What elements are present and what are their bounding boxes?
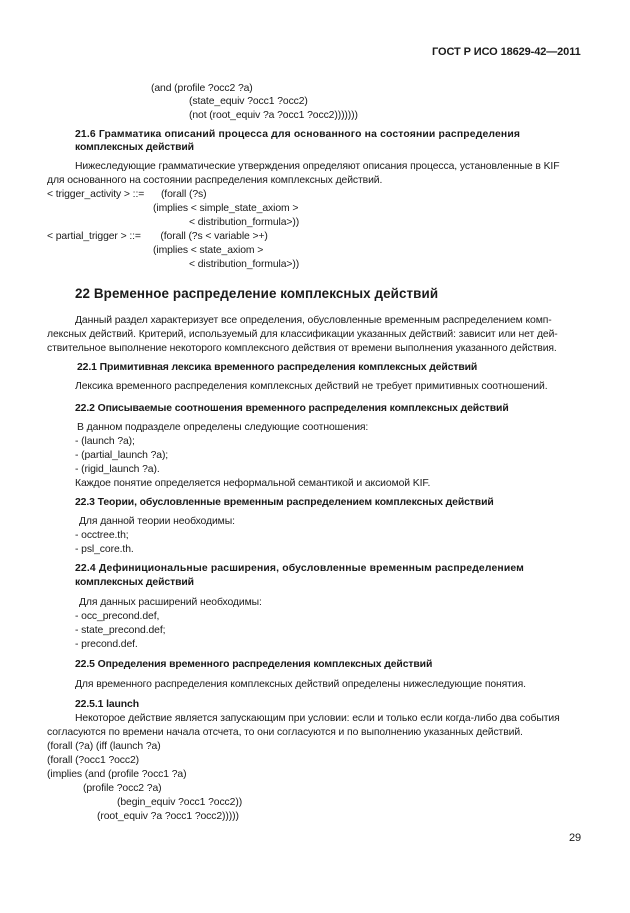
page-number: 29 (569, 832, 582, 844)
paragraph-line: Нижеследующие грамматические утверждения определяют описания процесса, установленные в KIF (75, 161, 560, 172)
paragraph-line: Для временного распределения комплексных действий определены нижеследующие понятия. (75, 679, 526, 690)
grammar-line: (implies < simple_state_axiom > (153, 203, 299, 214)
code-line: (implies (and (profile ?occ1 ?a) (47, 769, 187, 780)
section-heading: 22.3 Теории, обусловленные временным распределением комплексных действий (75, 497, 494, 508)
list-item: - occ_precond.def, (75, 611, 160, 622)
list-item: - occtree.th; (75, 530, 129, 541)
standard-header: ГОСТ Р ИСО 18629-42—2011 (432, 46, 581, 58)
grammar-line: (implies < state_axiom > (153, 245, 264, 256)
section-heading-cont: комплексных действий (75, 142, 194, 153)
list-item: - precond.def. (75, 639, 138, 650)
section-heading: 22.1 Примитивная лексика временного распределения комплексных действий (77, 362, 478, 373)
list-item: - (launch ?a); (75, 436, 135, 447)
paragraph-line: для основанного на состоянии распределения комплексных действий. (47, 175, 383, 186)
code-line: (profile ?occ2 ?a) (83, 783, 162, 794)
grammar-line: < trigger_activity > ::= (forall (?s) (47, 189, 207, 200)
code-line: (and (profile ?occ2 ?a) (151, 83, 253, 94)
code-line: (forall (?occ1 ?occ2) (47, 755, 140, 766)
list-item: - psl_core.th. (75, 544, 134, 555)
list-item: - state_precond.def; (75, 625, 166, 636)
grammar-line: < partial_trigger > ::= (forall (?s < variable >+) (47, 231, 268, 242)
section-heading: 21.6 Грамматика описаний процесса для основанного на состоянии распределения (75, 129, 521, 140)
section-heading: 22.4 Дефинициональные расширения, обусловленные временным распределением (75, 563, 524, 574)
paragraph-line: Данный раздел характеризует все определения, обусловленные временным распределением комп- (75, 315, 552, 326)
grammar-line: < distribution_formula>)) (189, 259, 300, 270)
section-heading: 22.5 Определения временного распределения комплексных действий (75, 659, 433, 670)
list-item: - (rigid_launch ?a). (75, 464, 160, 475)
section-heading: 22.2 Описываемые соотношения временного распределения комплексных действий (75, 403, 509, 414)
code-line: (state_equiv ?occ1 ?occ2) (189, 96, 308, 107)
section-heading-cont: комплексных действий (75, 577, 194, 588)
paragraph-line: Для данных расширений необходимы: (79, 597, 262, 608)
paragraph-line: ствительное выполнение некоторого комплексного действия от времени выполнения указанного действия. (47, 343, 557, 354)
section-title: 22 Временное распределение комплексных действий (75, 286, 439, 301)
paragraph-line: лексных действий. Критерий, используемый для классификации указанных действий: зависит или нет дей- (47, 329, 558, 340)
list-item: - (partial_launch ?a); (75, 450, 169, 461)
code-line: (begin_equiv ?occ1 ?occ2)) (117, 797, 243, 808)
code-line: (not (root_equiv ?a ?occ1 ?occ2))))))) (189, 110, 358, 121)
code-line: (forall (?a) (iff (launch ?a) (47, 741, 161, 752)
grammar-line: < distribution_formula>)) (189, 217, 300, 228)
paragraph-line: В данном подразделе определены следующие соотношения: (77, 422, 369, 433)
paragraph-line: Для данной теории необходимы: (79, 516, 235, 527)
section-heading: 22.5.1 launch (75, 699, 139, 710)
paragraph-line: согласуются по времени начала отсчета, то они согласуются и по выполнению указанных действий. (47, 727, 523, 738)
paragraph-line: Каждое понятие определяется неформальной семантикой и аксиомой KIF. (75, 478, 431, 489)
paragraph-line: Некоторое действие является запускающим при условии: если и только если когда-либо два события (75, 713, 560, 724)
code-line: (root_equiv ?a ?occ1 ?occ2))))) (97, 811, 239, 822)
paragraph-line: Лексика временного распределения комплексных действий не требует примитивных соотношений. (75, 381, 548, 392)
